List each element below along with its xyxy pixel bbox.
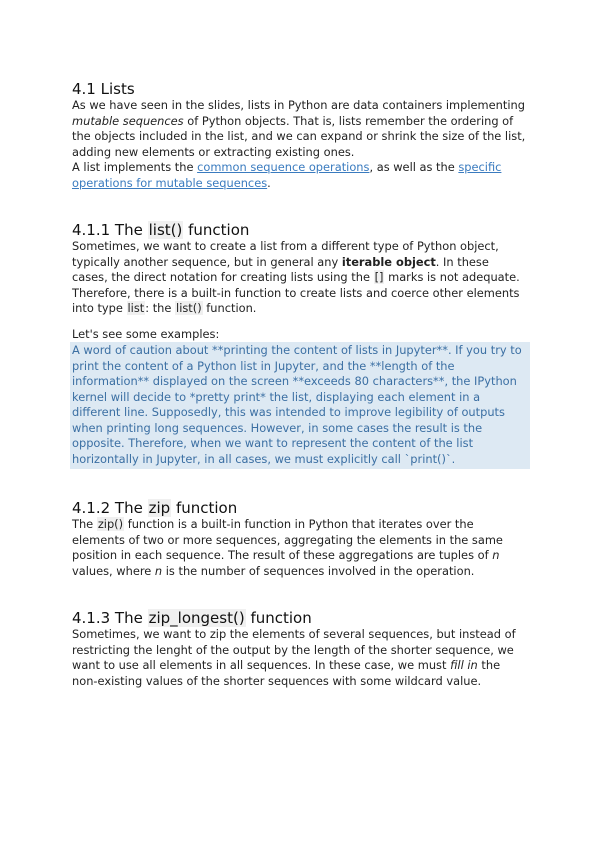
examples-intro: Let's see some examples:: [72, 326, 220, 341]
inline-code-list: list(): [148, 221, 183, 239]
lists-intro-paragraph: As we have seen in the slides, lists in Python are data containers implementing mutable sequences of Python objects. That is, lists remember the ordering of the objects included in the list, and we can expand or shrink the size of the list, adding new elements or extracting existing ones.: [72, 98, 526, 159]
zip-function-paragraph: The zip() function is a built-in function in Python that iterates over the elements of two or more sequences, aggregating the elements in the same position in each sequence. The result of these aggregations are tuples of n values, where n is the number of sequences involved in the operation.: [72, 517, 503, 578]
math-variable-n: n: [154, 563, 163, 578]
document-page: [72, 80, 528, 689]
list-function-paragraph: Sometimes, we want to create a list from a different type of Python object, typically another sequence, but in general any iterable object. In these cases, the direct notation for creating lists using the [] marks is not adequate. Therefore, there is a built-in function to create lists and coerce other elements into type list: the list() function.: [72, 239, 520, 315]
emphasis-fill-in: fill in: [450, 658, 478, 672]
section-heading-zip-function: 4.1.2 The zip function: [72, 499, 238, 517]
zip-longest-paragraph: Sometimes, we want to zip the elements of several sequences, but instead of restricting the lenght of the output by the length of the shorter sequence, we want to use all elements in all sequences. In these case, we must fill in the non-existing values of the shorter sequences with some wildcard value.: [72, 627, 516, 688]
strong-iterable-object: iterable object: [341, 254, 436, 269]
section-heading-lists: 4.1 Lists: [72, 80, 135, 98]
inline-code-zip-longest: zip_longest(): [148, 609, 245, 627]
inline-code-zip-call: zip(): [97, 517, 124, 531]
inline-code-list-type: list: [127, 301, 145, 315]
math-variable-n: n: [492, 548, 500, 562]
mutable-sequence-operations-link[interactable]: specific operations for mutable sequences: [72, 160, 502, 190]
section-heading-list-function: 4.1.1 The list() function: [72, 221, 250, 239]
common-sequence-operations-link[interactable]: common sequence operations: [197, 160, 370, 174]
inline-code-list-func: list(): [176, 301, 202, 315]
lists-operations-paragraph: A list implements the common sequence operations, as well as the specific operations for mutable sequences.: [72, 160, 502, 190]
emphasis-mutable-sequences: mutable sequences: [72, 113, 184, 128]
caution-note-block: A word of caution about **printing the content of lists in Jupyter**. If you try to print the content of a Python list in Jupyter, and the **length of the information** displayed on the screen **exceeds 80 characters**, the IPython kernel will decide to *pretty print* the list, displaying each element in a different line. Supposedly, this was intended to improve legibility of outputs when printing long sequences. However, in some cases the result is the opposite. Therefore, when we want to represent the content of the list horizontally in Jupyter, in all cases, we must explicitly call `print()`.: [70, 342, 530, 469]
section-heading-zip-longest-function: 4.1.3 The zip_longest() function: [72, 609, 312, 627]
inline-code-brackets: []: [374, 270, 384, 284]
inline-code-zip: zip: [148, 499, 171, 517]
